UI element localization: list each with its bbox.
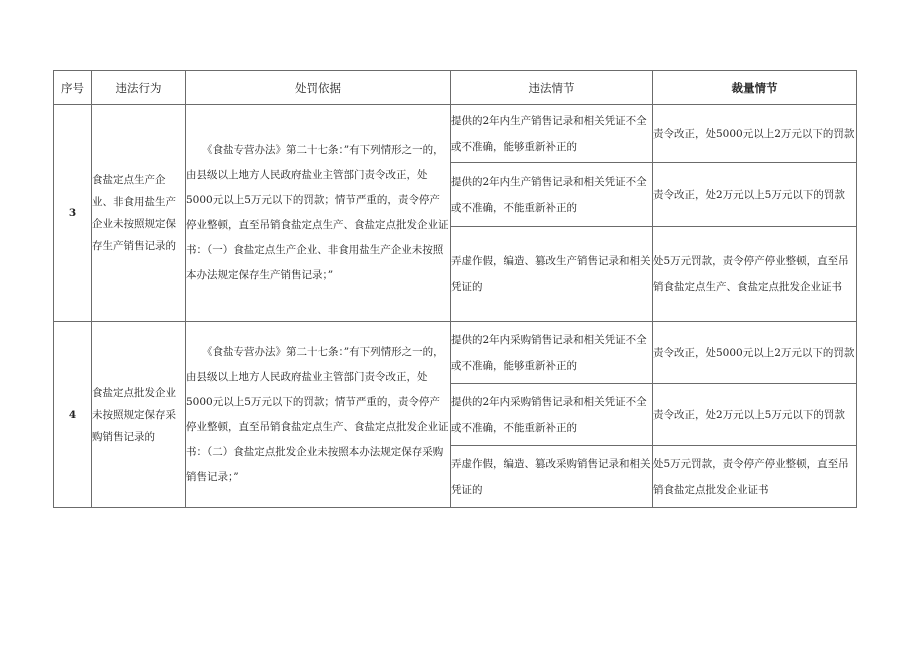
basis-cell: 《食盐专营办法》第二十七条：”有下列情形之一的，由县级以上地方人民政府盐业主管部门责令改正，处5000元以上5万元以下的罚款；情节严重的，责令停产停业整顿，直至吊销食盐定点生产、食盐定点批发企业证书：（二）食盐定点批发企业未按照本办法规定保存采购销售记录；”	[186, 322, 451, 508]
discretion-cell: 责令改正，处2万元以上5万元以下的罚款	[653, 163, 857, 227]
discretion-cell: 处5万元罚款，责令停产停业整顿，直至吊销食盐定点批发企业证书	[653, 446, 857, 508]
circumstance-cell: 弄虚作假，编造、篡改采购销售记录和相关凭证的	[451, 446, 653, 508]
circumstance-cell: 提供的2年内采购销售记录和相关凭证不全或不准确，不能重新补正的	[451, 384, 653, 446]
discretion-cell: 责令改正，处5000元以上2万元以下的罚款	[653, 105, 857, 163]
header-violation: 违法行为	[92, 71, 186, 105]
circumstance-cell: 提供的2年内生产销售记录和相关凭证不全或不准确，不能重新补正的	[451, 163, 653, 227]
table-row	[54, 322, 857, 384]
header-row	[54, 71, 857, 105]
row-number: 3	[54, 105, 92, 322]
violation-cell: 食盐定点生产企业、非食用盐生产企业未按照规定保存生产销售记录的	[92, 105, 186, 322]
penalty-table	[53, 70, 857, 508]
circumstance-cell: 弄虚作假，编造、篡改生产销售记录和相关凭证的	[451, 227, 653, 322]
header-circumstance: 违法情节	[451, 71, 653, 105]
header-discretion: 裁量情节	[653, 71, 857, 105]
header-basis: 处罚依据	[186, 71, 451, 105]
discretion-cell: 处5万元罚款，责令停产停业整顿，直至吊销食盐定点生产、食盐定点批发企业证书	[653, 227, 857, 322]
discretion-cell: 责令改正，处2万元以上5万元以下的罚款	[653, 384, 857, 446]
violation-cell: 食盐定点批发企业未按照规定保存采购销售记录的	[92, 322, 186, 508]
row-number: 4	[54, 322, 92, 508]
basis-cell: 《食盐专营办法》第二十七条：”有下列情形之一的，由县级以上地方人民政府盐业主管部门责令改正，处5000元以上5万元以下的罚款；情节严重的，责令停产停业整顿，直至吊销食盐定点生产、食盐定点批发企业证书：（一）食盐定点生产企业、非食用盐生产企业未按照本办法规定保存生产销售记录；”	[186, 105, 451, 322]
header-seq: 序号	[54, 71, 92, 105]
circumstance-cell: 提供的2年内生产销售记录和相关凭证不全或不准确，能够重新补正的	[451, 105, 653, 163]
discretion-cell: 责令改正，处5000元以上2万元以下的罚款	[653, 322, 857, 384]
circumstance-cell: 提供的2年内采购销售记录和相关凭证不全或不准确，能够重新补正的	[451, 322, 653, 384]
table-row	[54, 105, 857, 163]
